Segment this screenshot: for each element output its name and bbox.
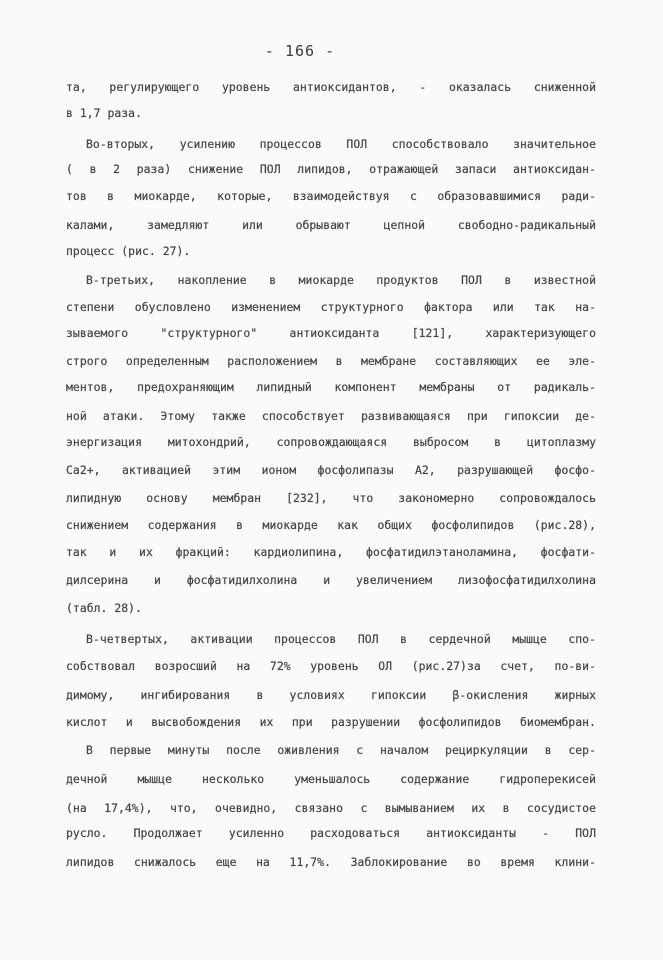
text-line: ной атаки. Этому также способствует развивающаяся при гипоксии де-: [66, 409, 596, 423]
text-line: зываемого "структурного" антиоксиданта [121], характеризующего: [66, 326, 596, 340]
text-line: дилсерина и фосфатидилхолина и увеличением лизофосфатидилхолина: [66, 573, 596, 587]
text-line: кислот и высвобождения их при разрушении фосфолипидов биомембран.: [66, 715, 596, 729]
text-line: та, регулирующего уровень антиоксидантов, - оказалась сниженной: [66, 80, 596, 94]
text-line: тов в миокарде, которые, взаимодействуя с образовавшимися ради-: [66, 189, 596, 203]
text-line: (на 17,4%), что, очевидно, связано с вымыванием их в сосудистое: [66, 801, 596, 815]
text-line: липидную основу мембран [232], что закономерно сопровождалось: [66, 491, 596, 505]
text-line: ( в 2 раза) снижение ПОЛ липидов, отражающей запаси антиоксидан-: [66, 162, 596, 176]
text-line: В-третьих, накопление в миокарде продуктов ПОЛ в известной: [86, 273, 596, 287]
text-line: процесс (рис. 27).: [66, 244, 191, 258]
text-line: (табл. 28).: [66, 601, 142, 615]
text-line: в 1,7 раза.: [66, 106, 142, 120]
text-line: Во-вторых, усилению процессов ПОЛ способствовало значительное: [86, 137, 596, 151]
text-line: так и их фракций: кардиолипина, фосфатидилэтаноламина, фосфати-: [66, 545, 596, 559]
text-line: В-четвертых, активации процессов ПОЛ в сердечной мышце спо-: [86, 632, 596, 646]
text-line: строго определенным расположением в мембране составляющих ее эле-: [66, 354, 596, 368]
text-line: калами, замедляют или обрывают цепной свободно-радикальный: [66, 218, 596, 232]
text-line: липидов снижалось еще на 11,7%. Заблокирование во время клини-: [66, 855, 596, 869]
text-line: ментов, предохраняющим липидный компонент мембраны от радикаль-: [66, 380, 596, 394]
text-line: снижением содержания в миокарде как общих фосфолипидов (рис.28),: [66, 518, 596, 532]
text-line: Ca2+, активацией этим ионом фосфолипазы A2, разрушающей фосфо-: [66, 463, 596, 477]
text-line: дечной мышце несколько уменьшалось содержание гидроперекисей: [66, 772, 596, 786]
text-line: димому, ингибирования в условиях гипоксии β-окисления жирных: [66, 688, 596, 702]
page-number: - 166 -: [264, 42, 336, 60]
text-line: В первые минуты после оживления с началом рециркуляции в сер-: [86, 743, 596, 757]
text-line: энергизация митохондрий, сопровождающаяся выбросом в цитоплазму: [66, 435, 596, 449]
text-line: русло. Продолжает усиленно расходоваться антиоксиданты - ПОЛ: [66, 826, 596, 840]
text-line: степени обусловлено изменением структурного фактора или так на-: [66, 300, 596, 314]
text-line: собствовал возросший на 72% уровень ОЛ (рис.27)за счет, по-ви-: [66, 659, 596, 673]
